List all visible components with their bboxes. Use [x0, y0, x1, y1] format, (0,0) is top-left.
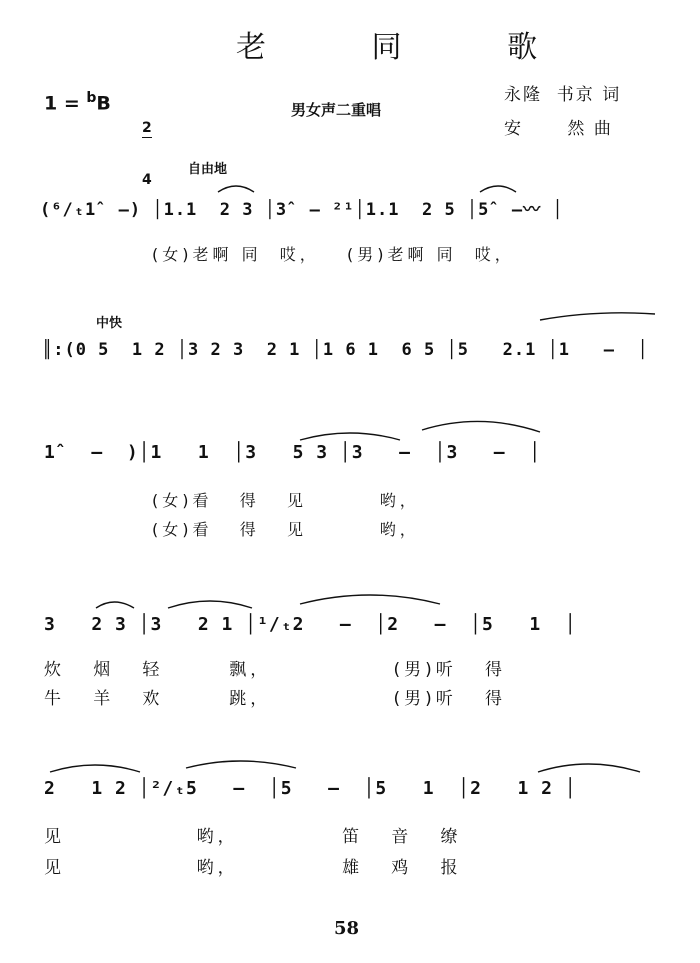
key-note: B: [96, 92, 111, 115]
lyricist-credit: 永隆 书京 词: [504, 85, 622, 105]
tie-mark: [540, 313, 655, 320]
system3-lyrics-female-2: (女)看 得 见 哟，: [152, 520, 420, 539]
slur-mark: [300, 433, 400, 440]
system1-lyrics: (女)老啊 同 哎， (男)老啊 同 哎，: [152, 245, 515, 264]
system5-lyrics-1: 见 哟， 笛 音 缭: [44, 827, 462, 847]
song-title: 老 同 歌: [236, 30, 586, 65]
subtitle: 男女声二重唱: [291, 101, 382, 119]
key-flat: b: [86, 90, 97, 106]
page-number: 58: [334, 918, 360, 939]
system4-lyrics-2: 牛 羊 欢 跳， (男)听 得: [44, 689, 506, 709]
slur-mark: [96, 602, 134, 608]
composer-credit: 安 然 曲: [504, 119, 613, 139]
system4-lyrics-1: 炊 烟 轻 飘， (男)听 得: [44, 660, 506, 680]
tempo-marking-moderately-fast: 中快: [96, 316, 123, 331]
slur-mark: [218, 186, 254, 192]
tie-mark: [422, 421, 540, 432]
system2-notes: ║:(0 5 1 2 │3 2 3 2 1 │1 6 1 6 5 │5 2.1 │1 – │: [42, 340, 649, 360]
system3-lyrics-female-1: (女)看 得 见 哟，: [152, 491, 420, 510]
slur-mark: [168, 601, 252, 608]
system5-notes: 2 1 2 │²/ₜ5 – │5 – │5 1 │2 1 2 │: [44, 778, 577, 799]
system5-lyrics-2: 见 哟， 雄 鸡 报: [44, 858, 462, 878]
time-top: 2: [142, 120, 152, 136]
tempo-marking-free: 自由地: [188, 162, 228, 177]
system3-notes: 1̂ – )│1 1 │3 5 3 │3 – │3 – │: [44, 442, 542, 463]
time-bottom: 4: [142, 172, 152, 188]
tie-mark: [186, 761, 296, 768]
system4-notes: 3 2 3 │3 2 1 │¹/ₜ2 – │2 – │5 1 │: [44, 614, 577, 635]
key-prefix: 1 =: [44, 92, 87, 115]
tie-mark: [300, 595, 440, 604]
slur-mark: [538, 764, 640, 772]
slur-mark: [50, 765, 140, 772]
slur-mark: [480, 186, 516, 192]
system1-notes: (⁶/ₜ1̂ –) │1.1 2 3 │3̂ – ²¹│1.1 2 5 │5̂ –〰 │: [40, 200, 564, 220]
